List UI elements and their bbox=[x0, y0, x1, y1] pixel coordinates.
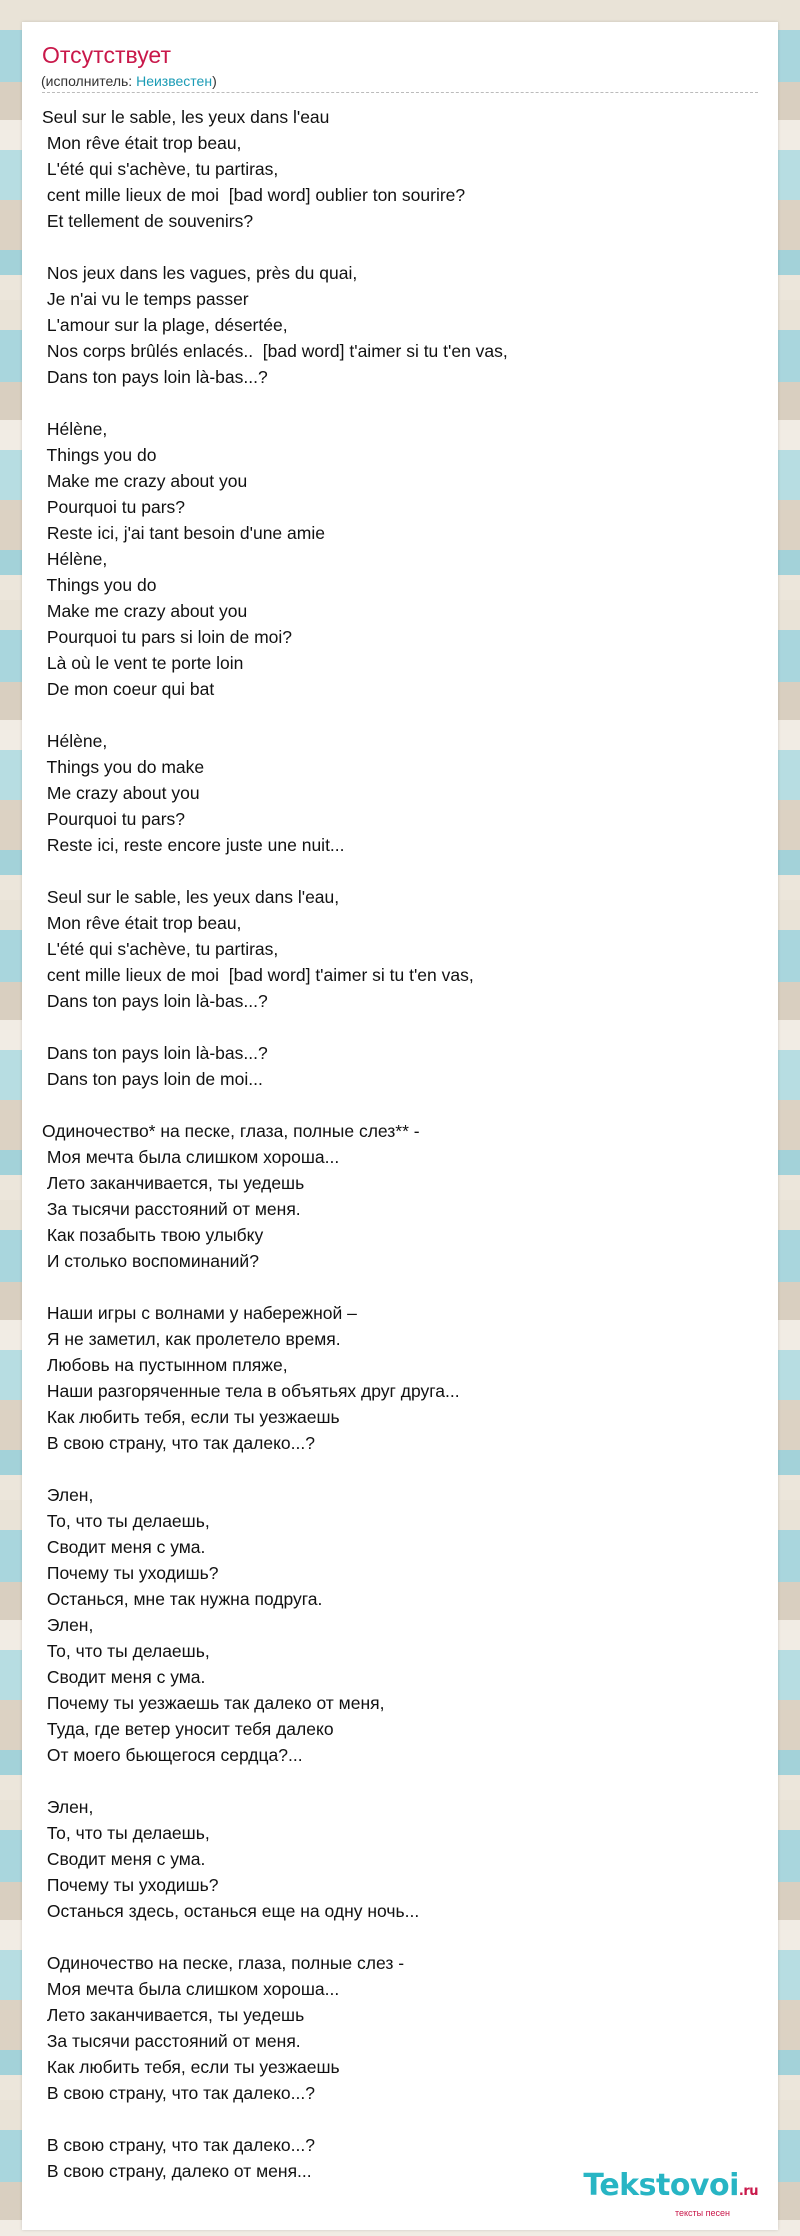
lyric-line: Make me crazy about you bbox=[42, 471, 248, 491]
lyrics-card bbox=[22, 22, 778, 2230]
lyric-line bbox=[42, 702, 758, 728]
lyric-line: Останься здесь, останься еще на одну ночь... bbox=[42, 1901, 420, 1921]
lyric-line: Nos corps brûlés enlacés.. [bad word] t'aimer si tu t'en vas, bbox=[42, 341, 508, 361]
lyric-line: Лето заканчивается, ты уедешь bbox=[42, 1173, 305, 1193]
lyric-line: Сводит меня с ума. bbox=[42, 1537, 206, 1557]
lyric-line: То, что ты делаешь, bbox=[42, 1511, 210, 1531]
header-divider bbox=[42, 92, 758, 93]
lyric-line: De mon coeur qui bat bbox=[42, 679, 215, 699]
lyric-line: Things you do bbox=[42, 575, 157, 595]
lyric-line bbox=[42, 858, 758, 884]
lyric-line: Останься, мне так нужна подруга. bbox=[42, 1589, 323, 1609]
lyric-line bbox=[42, 1092, 758, 1118]
lyric-line: Pourquoi tu pars si loin de moi? bbox=[42, 627, 292, 647]
lyric-line bbox=[42, 1274, 758, 1300]
lyric-line: Hélène, bbox=[42, 731, 108, 751]
lyric-line: Наши разгоряченные тела в объятьях друг друга... bbox=[42, 1381, 460, 1401]
lyric-line bbox=[42, 234, 758, 260]
artist-link[interactable]: Неизвестен bbox=[136, 73, 213, 89]
lyric-line: За тысячи расстояний от меня. bbox=[42, 2031, 301, 2051]
lyric-line bbox=[42, 390, 758, 416]
lyric-line: Как позабыть твою улыбку bbox=[42, 1225, 264, 1245]
lyric-line bbox=[42, 1456, 758, 1482]
lyric-line: В свою страну, что так далеко...? bbox=[42, 2135, 315, 2155]
lyric-line: То, что ты делаешь, bbox=[42, 1823, 210, 1843]
lyric-line: Как любить тебя, если ты уезжаешь bbox=[42, 1407, 340, 1427]
lyric-line: Как любить тебя, если ты уезжаешь bbox=[42, 2057, 340, 2077]
lyric-line: Сводит меня с ума. bbox=[42, 1849, 206, 1869]
artist-prefix: (исполнитель: bbox=[41, 73, 137, 89]
lyric-line: Элен, bbox=[42, 1485, 94, 1505]
lyric-line: Things you do bbox=[42, 445, 157, 465]
lyric-line: Pourquoi tu pars? bbox=[42, 809, 186, 829]
logo-tagline: тексты песен bbox=[674, 2208, 730, 2218]
logo-wordmark: Tekstovoi.ru bbox=[583, 2168, 758, 2203]
lyric-line: Лето заканчивается, ты уедешь bbox=[42, 2005, 305, 2025]
lyric-line: cent mille lieux de moi [bad word] t'aimer si tu t'en vas, bbox=[42, 965, 474, 985]
lyric-line: Hélène, bbox=[42, 549, 108, 569]
lyric-line: cent mille lieux de moi [bad word] oublier ton sourire? bbox=[42, 185, 466, 205]
lyric-line: Почему ты уезжаешь так далеко от меня, bbox=[42, 1693, 385, 1713]
lyric-line: Me crazy about you bbox=[42, 783, 200, 803]
lyric-line: L'été qui s'achève, tu partiras, bbox=[42, 939, 279, 959]
lyric-line: Наши игры с волнами у набережной – bbox=[42, 1303, 357, 1323]
lyric-line: Seul sur le sable, les yeux dans l'eau bbox=[42, 107, 330, 127]
lyric-line: Seul sur le sable, les yeux dans l'eau, bbox=[42, 887, 340, 907]
lyrics-text bbox=[42, 104, 758, 2184]
lyric-line: Reste ici, reste encore juste une nuit... bbox=[42, 835, 345, 855]
lyric-line: L'amour sur la plage, désertée, bbox=[42, 315, 288, 335]
site-logo[interactable] bbox=[583, 2170, 758, 2218]
lyric-line: Одиночество* на песке, глаза, полные слез** - bbox=[42, 1121, 420, 1141]
artist-suffix: ) bbox=[212, 73, 217, 89]
lyric-line: Туда, где ветер уносит тебя далеко bbox=[42, 1719, 334, 1739]
lyric-line: Почему ты уходишь? bbox=[42, 1563, 219, 1583]
lyric-line: Pourquoi tu pars? bbox=[42, 497, 186, 517]
lyric-line: Элен, bbox=[42, 1797, 94, 1817]
lyric-line: Dans ton pays loin là-bas...? bbox=[42, 367, 268, 387]
lyric-line: Là où le vent te porte loin bbox=[42, 653, 244, 673]
lyric-line: Hélène, bbox=[42, 419, 108, 439]
lyric-line: Dans ton pays loin là-bas...? bbox=[42, 1043, 268, 1063]
lyric-line: Make me crazy about you bbox=[42, 601, 248, 621]
lyric-line bbox=[42, 1924, 758, 1950]
lyric-line bbox=[42, 1014, 758, 1040]
lyric-line: Things you do make bbox=[42, 757, 205, 777]
lyric-line: Я не заметил, как пролетело время. bbox=[42, 1329, 341, 1349]
lyric-line: Любовь на пустынном пляже, bbox=[42, 1355, 288, 1375]
lyric-line: Сводит меня с ума. bbox=[42, 1667, 206, 1687]
lyric-line: Одиночество на песке, глаза, полные слез - bbox=[42, 1953, 405, 1973]
lyric-line: Et tellement de souvenirs? bbox=[42, 211, 254, 231]
lyric-line: То, что ты делаешь, bbox=[42, 1641, 210, 1661]
lyric-line: От моего бьющегося сердца?... bbox=[42, 1745, 303, 1765]
lyric-line: Почему ты уходишь? bbox=[42, 1875, 219, 1895]
lyric-line: Mon rêve était trop beau, bbox=[42, 913, 242, 933]
lyric-line: Nos jeux dans les vagues, près du quai, bbox=[42, 263, 358, 283]
lyric-line: В свою страну, далеко от меня... bbox=[42, 2161, 312, 2181]
lyric-line: Моя мечта была слишком хороша... bbox=[42, 1147, 340, 1167]
song-title: Отсутствует bbox=[42, 42, 171, 68]
lyric-line: Элен, bbox=[42, 1615, 94, 1635]
lyric-line: Dans ton pays loin là-bas...? bbox=[42, 991, 268, 1011]
artist-line bbox=[41, 72, 217, 90]
lyric-line bbox=[42, 2106, 758, 2132]
lyric-line: В свою страну, что так далеко...? bbox=[42, 1433, 315, 1453]
lyric-line: Dans ton pays loin de moi... bbox=[42, 1069, 263, 1089]
lyric-line: Моя мечта была слишком хороша... bbox=[42, 1979, 340, 1999]
lyric-line: И столько воспоминаний? bbox=[42, 1251, 259, 1271]
lyric-line: L'été qui s'achève, tu partiras, bbox=[42, 159, 279, 179]
lyric-line: Je n'ai vu le temps passer bbox=[42, 289, 249, 309]
lyric-line: В свою страну, что так далеко...? bbox=[42, 2083, 315, 2103]
lyric-line: Mon rêve était trop beau, bbox=[42, 133, 242, 153]
lyric-line: Reste ici, j'ai tant besoin d'une amie bbox=[42, 523, 325, 543]
lyric-line: За тысячи расстояний от меня. bbox=[42, 1199, 301, 1219]
lyric-line bbox=[42, 1768, 758, 1794]
